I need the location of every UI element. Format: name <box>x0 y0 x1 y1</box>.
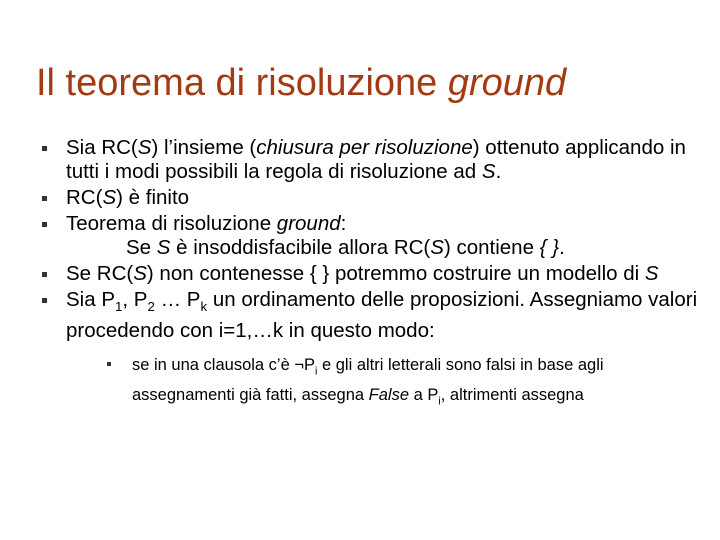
text: è insoddisfacibile allora RC( <box>170 236 431 259</box>
text: un ordinamento delle proposizioni. Assegniamo valori procedendo con i=1,…k in questo modo: <box>66 288 698 343</box>
text: Sia RC( <box>66 136 138 159</box>
text: S <box>137 136 152 159</box>
bullet-rc-definition <box>38 136 698 184</box>
bullet-square-icon <box>107 362 111 366</box>
bullet-list <box>38 136 698 416</box>
text: ) ottenuto applicando in tutti i modi possibili la regola di risoluzione ad <box>66 136 686 183</box>
text: S <box>156 236 171 259</box>
text: . <box>559 236 565 259</box>
text: False <box>368 386 410 405</box>
bullet-rc-finite <box>38 186 698 210</box>
text: ) contiene <box>443 236 540 259</box>
sub-bullet-assignment <box>94 353 698 414</box>
text: { } <box>539 236 560 259</box>
bullet-square-icon <box>42 146 47 151</box>
text: S <box>481 160 496 183</box>
subscript: i <box>438 395 441 408</box>
text: se in una clausola c’è ¬P <box>132 356 315 375</box>
text: Se <box>126 236 157 259</box>
theorem-statement <box>66 236 698 260</box>
text: : <box>340 212 347 235</box>
bullet-square-icon <box>42 298 47 303</box>
text: S <box>430 236 444 259</box>
bullet-square-icon <box>42 222 47 227</box>
text: S <box>102 186 117 209</box>
text: Se RC( <box>66 262 134 285</box>
text: S <box>644 262 659 285</box>
text: , altrimenti assegna <box>440 386 584 405</box>
bullet-square-icon <box>42 196 47 201</box>
subscript: i <box>315 365 318 378</box>
text: ) l’insieme ( <box>151 136 257 159</box>
text: RC( <box>66 186 103 209</box>
subscript: 1 <box>115 299 123 315</box>
text: , P <box>122 288 148 311</box>
text: ) non contenesse { } potremmo costruire un modello di <box>146 262 645 285</box>
title-italic: ground <box>447 62 567 104</box>
text: … P <box>154 288 201 311</box>
text: a P <box>409 386 439 405</box>
text: e gli altri letterali sono falsi in base agli assegnamenti già fatti, assegna <box>132 356 604 405</box>
text: ground <box>276 212 341 235</box>
text: Teorema di risoluzione <box>66 212 277 235</box>
text: chiusura per risoluzione <box>256 136 473 159</box>
bullet-theorem <box>38 212 698 260</box>
subscript: k <box>200 299 208 315</box>
bullet-model <box>38 262 698 286</box>
text: S <box>133 262 147 285</box>
slide-title <box>36 62 566 105</box>
subscript: 2 <box>147 299 155 315</box>
text: . <box>495 160 502 183</box>
text: ) è finito <box>116 186 190 209</box>
bullet-ordering <box>38 288 698 414</box>
bullet-square-icon <box>42 272 47 277</box>
text: Sia P <box>66 288 115 311</box>
title-text: Il teorema di risoluzione <box>36 62 448 104</box>
